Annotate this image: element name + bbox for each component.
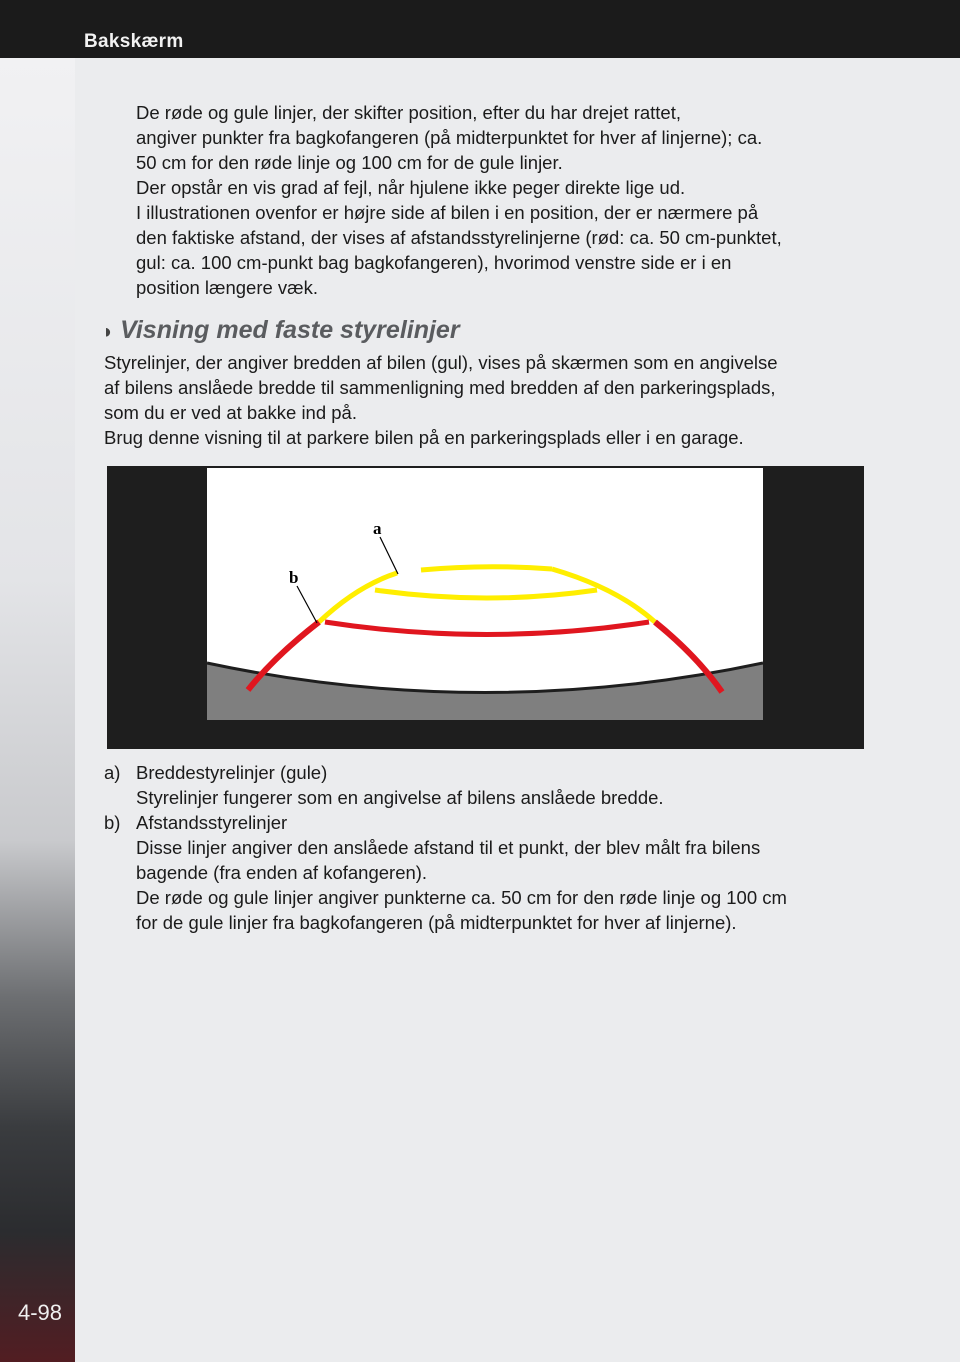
legend-desc: Styrelinjer fungerer som en angivelse af bilens anslåede bredde. — [136, 787, 664, 808]
legend-title: Afstandsstyrelinjer — [136, 812, 288, 833]
section-title: Bakskærm — [84, 31, 184, 52]
figure-legend — [104, 760, 874, 935]
legend-desc-line: for de gule linjer fra bagkofangeren (på midterpunktet for hver af linjerne). — [136, 912, 737, 933]
text-line: De røde og gule linjer, der skifter position, efter du har drejet rattet, — [136, 102, 682, 123]
text-line: den faktiske afstand, der vises af afstandsstyrelinjerne (rød: ca. 50 cm-punktet, — [136, 227, 782, 248]
text-line: 50 cm for den røde linje og 100 cm for de gule linjer. — [136, 152, 563, 173]
legend-item-a — [104, 760, 874, 810]
legend-item-b — [104, 810, 874, 935]
legend-desc-line: bagende (fra enden af kofangeren). — [136, 862, 428, 883]
camera-screen-svg — [107, 466, 864, 749]
legend-title: Breddestyrelinjer (gule) — [136, 762, 328, 783]
text-line: som du er ved at bakke ind på. — [104, 402, 357, 423]
legend-desc-line: Disse linjer angiver den anslåede afstand til et punkt, der blev målt fra bilens — [136, 837, 761, 858]
intro-paragraph — [104, 100, 896, 300]
text-line: Brug denne visning til at parkere bilen på en parkeringsplads eller i en garage. — [104, 427, 744, 448]
legend-key: a) — [104, 762, 121, 783]
page-number: 4-98 — [18, 1300, 63, 1325]
text-line: af bilens anslåede bredde til sammenligning med bredden af den parkeringsplads, — [104, 377, 776, 398]
legend-key: b) — [104, 812, 121, 833]
text-line: Der opstår en vis grad af fejl, når hjulene ikke peger direkte lige ud. — [136, 177, 686, 198]
text-line: position længere væk. — [136, 277, 319, 298]
label-a: a — [373, 519, 382, 538]
side-image-strip — [0, 58, 75, 1362]
section-heading-text: Visning med faste styrelinjer — [120, 316, 460, 344]
label-b: b — [289, 568, 299, 587]
text-line: I illustrationen ovenfor er højre side af bilen i en position, der er nærmere på — [136, 202, 759, 223]
section-paragraph — [104, 350, 874, 450]
section-heading — [102, 316, 460, 345]
section-marker-icon: ◗ — [102, 321, 115, 343]
text-line: angiver punkter fra bagkofangeren (på midterpunktet for hver af linjerne); ca. — [136, 127, 763, 148]
legend-desc-line: De røde og gule linjer angiver punkterne ca. 50 cm for den røde linje og 100 cm — [136, 887, 787, 908]
rear-camera-illustration — [107, 466, 864, 749]
text-line: gul: ca. 100 cm-punkt bag bagkofangeren), hvorimod venstre side er i en — [136, 252, 732, 273]
header-bar — [0, 0, 960, 58]
text-line: Styrelinjer, der angiver bredden af bilen (gul), vises på skærmen som en angivelse — [104, 352, 778, 373]
